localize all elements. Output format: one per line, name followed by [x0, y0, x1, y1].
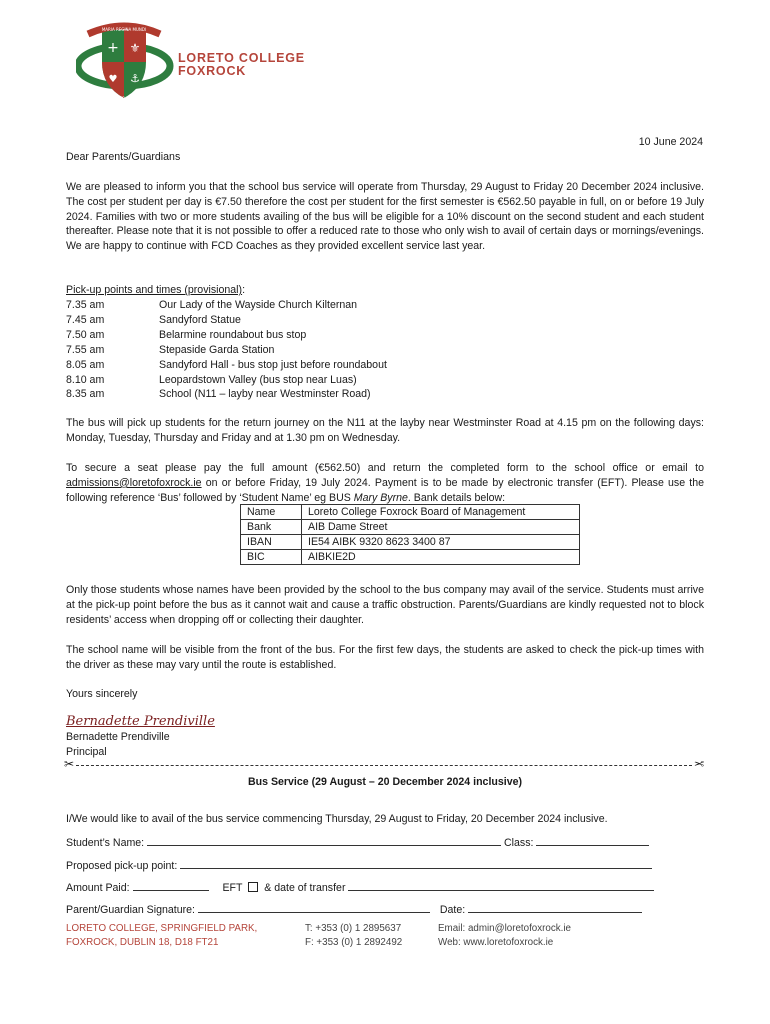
- svg-text:ALUMNAE: ALUMNAE: [88, 88, 108, 93]
- class-field[interactable]: [536, 834, 649, 846]
- signature-row: [66, 901, 642, 918]
- cross-icon: +: [107, 40, 119, 56]
- pickup-point-row: [66, 857, 652, 874]
- student-name-field[interactable]: [147, 834, 501, 846]
- pickup-heading-text: Pick-up points and times (provisional): [66, 284, 243, 296]
- pickup-place: Sandyford Hall - bus stop just before roundabout: [159, 358, 387, 371]
- pickup-place: Leopardstown Valley (bus stop near Luas): [159, 373, 357, 386]
- bank-value: Loreto College Foxrock Board of Management: [302, 505, 580, 520]
- pickup-place: Sandyford Statue: [159, 313, 241, 326]
- transfer-date-field[interactable]: [348, 879, 654, 891]
- pickup-heading-colon: :: [242, 284, 246, 296]
- signatory-title: Principal: [66, 746, 107, 758]
- svg-text:FOXROCK: FOXROCK: [114, 96, 134, 101]
- admissions-email-link[interactable]: admissions@loretofoxrock.ie: [66, 476, 202, 489]
- payment-row: [66, 879, 654, 896]
- eft-checkbox[interactable]: [248, 882, 258, 892]
- payment-text-end: . Bank details below:: [407, 491, 506, 504]
- date-field[interactable]: [468, 901, 642, 913]
- date-label: Date:: [439, 904, 466, 916]
- footer-address: [66, 922, 257, 950]
- bank-label: Bank: [241, 520, 302, 535]
- bank-row: [241, 520, 580, 535]
- dashed-divider: [76, 765, 692, 766]
- footer-online: [438, 922, 571, 950]
- pickup-place: Our Lady of the Wayside Church Kilternan: [159, 299, 358, 311]
- intro-paragraph: We are pleased to inform you that the school bus service will operate from Thursday, 29 August to Friday 20 December 2024 inclusive. The cost per student per day is €7.50 therefore the cost per student for the first semester is €562.50 payable in full, on or before 19 July 2024. Families with two or more students availing of the bus will be eligible for a 10% discount on the second student and each student thereafter. Please note that it is not possible to offer a reduced rate to those who only wish to avail of certain days or mornings/evenings. We are happy to continue with FCD Coaches as they provided excellent service last year.: [66, 181, 704, 253]
- pickup-point-field[interactable]: [180, 857, 652, 869]
- pickup-time: 8.10 am: [66, 373, 105, 386]
- footer-web[interactable]: Web: www.loretofoxrock.ie: [438, 937, 554, 948]
- pickup-place: School (N11 – layby near Westminster Road): [159, 388, 371, 401]
- footer-contact-numbers: [305, 922, 402, 950]
- bank-row: [241, 535, 580, 550]
- guardian-signature-field[interactable]: [198, 901, 430, 913]
- bank-value: AIBKIE2D: [302, 550, 580, 565]
- closing: Yours sincerely: [66, 688, 138, 700]
- footer-fax: F: +353 (0) 1 2892492: [305, 937, 403, 948]
- payment-text-before: To secure a seat please pay the full amount (€562.50) and return the completed form to the school office or email to: [66, 462, 704, 474]
- fleur-de-lis-icon: ⚜: [129, 41, 141, 55]
- scissors-icon: ✂: [693, 757, 704, 771]
- form-title: Bus Service (29 August – 20 December 2024 inclusive): [248, 776, 522, 788]
- heart-icon: ♥: [108, 74, 118, 85]
- bank-details-table: [240, 504, 580, 565]
- bank-label: BIC: [241, 550, 302, 565]
- pickup-time: 7.35 am: [66, 299, 105, 311]
- school-name-line2: FOXROCK: [178, 64, 247, 78]
- eft-label: EFT: [222, 882, 243, 894]
- signatory-name: Bernadette Prendiville: [66, 731, 170, 743]
- pickup-time: 7.45 am: [66, 313, 105, 326]
- handwritten-signature: Bernadette Prendiville: [66, 714, 215, 729]
- footer-address-line1: LORETO COLLEGE, SPRINGFIELD PARK,: [66, 923, 258, 934]
- amount-paid-field[interactable]: [133, 879, 209, 891]
- footer-phone: T: +353 (0) 1 2895637: [305, 923, 402, 934]
- amount-paid-label: Amount Paid:: [66, 882, 130, 894]
- return-journey-paragraph: The bus will pick up students for the return journey on the N11 at the layby near Westminster Road at 4.15 pm on the following days: Monday, Tuesday, Thursday and Friday and at 1.30 pm on Wednesday.: [66, 417, 704, 444]
- visibility-paragraph: The school name will be visible from the front of the bus. For the first few days, the students are asked to check the pick-up times with the driver as these may vary until the route is established.: [66, 644, 704, 671]
- scissors-icon: ✂: [64, 757, 75, 771]
- school-name-line1: LORETO COLLEGE: [178, 51, 305, 65]
- bank-row: [241, 505, 580, 520]
- payment-text-after: on or before Friday, 19 July 2024. Payment is to be made by electronic transfer (EFT). Please use the following reference ‘Bus’ followed by ‘Student Name’ eg BUS: [66, 476, 704, 504]
- school-name: [178, 52, 305, 78]
- pickup-point-label: Proposed pick-up point:: [66, 860, 178, 872]
- bank-label: Name: [241, 505, 302, 520]
- pickup-time: 8.05 am: [66, 358, 105, 371]
- bank-row: [241, 550, 580, 565]
- payment-paragraph: [66, 461, 704, 505]
- payment-example-name: Mary Byrne: [353, 491, 408, 504]
- letter-date: 10 June 2024: [638, 136, 703, 148]
- pickup-place: Belarmine roundabout bus stop: [159, 328, 307, 341]
- guardian-signature-label: Parent/Guardian Signature:: [66, 904, 195, 916]
- svg-text:MARIA REGINA MUNDI: MARIA REGINA MUNDI: [101, 27, 147, 32]
- pickup-time: 7.50 am: [66, 328, 105, 341]
- rules-paragraph: Only those students whose names have been provided by the school to the bus company may avail of the service. Students must arrive at the pick-up point before the bus as it cannot wait and cause a traffic obstruction. Parents/Guardians are kindly requested not to block residents’ access when dropping off or collecting their daughter.: [66, 584, 704, 626]
- footer-address-line2: FOXROCK, DUBLIN 18, D18 FT21: [66, 937, 219, 948]
- student-name-label: Student’s Name:: [66, 837, 145, 849]
- pickup-time: 7.55 am: [66, 343, 105, 356]
- svg-text:EST: EST: [156, 88, 164, 93]
- class-label: Class:: [504, 837, 534, 849]
- pickup-place: Stepaside Garda Station: [159, 343, 275, 356]
- cut-line: [64, 757, 704, 772]
- bank-value: AIB Dame Street: [302, 520, 580, 535]
- salutation: Dear Parents/Guardians: [66, 151, 181, 163]
- form-statement: I/We would like to avail of the bus service commencing Thursday, 29 August to Friday, 20 December 2024 inclusive.: [66, 813, 608, 825]
- pickup-time: 8.35 am: [66, 388, 105, 401]
- student-name-row: [66, 834, 649, 851]
- footer-email[interactable]: Email: admin@loretofoxrock.ie: [438, 923, 571, 934]
- transfer-date-label: & date of transfer: [264, 882, 346, 894]
- bank-value: IE54 AIBK 9320 8623 3400 87: [302, 535, 580, 550]
- pickup-heading: [66, 283, 245, 298]
- bank-label: IBAN: [241, 535, 302, 550]
- anchor-icon: ⚓: [130, 72, 140, 85]
